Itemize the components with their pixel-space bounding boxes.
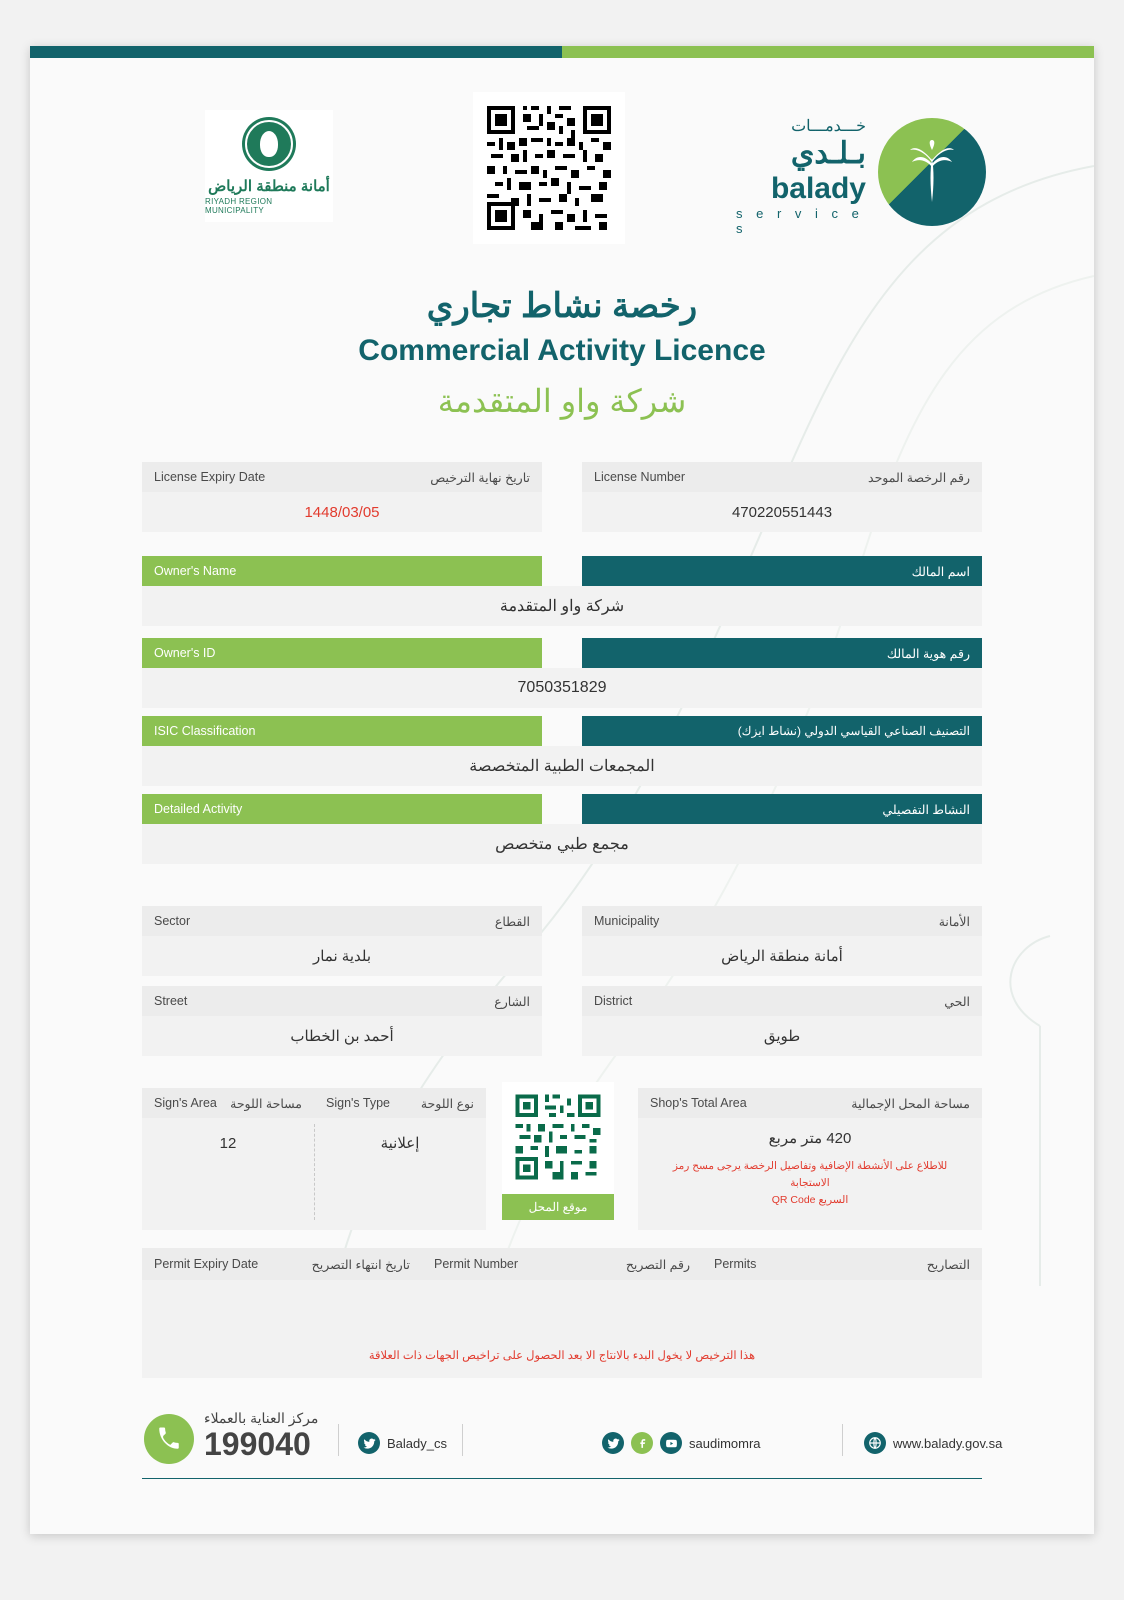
permit-expiry-label-ar: تاريخ انتهاء التصريح: [311, 1257, 410, 1272]
field-detailed-activity-ar: [582, 794, 982, 824]
sign-area-value: 12: [219, 1134, 237, 1152]
isic-label-en: ISIC Classification: [154, 724, 256, 738]
social-handle: saudimomra: [689, 1435, 761, 1451]
field-isic-ar: [582, 716, 982, 746]
sign-type-label-ar: نوع اللوحة: [420, 1096, 474, 1111]
top-bar-teal: [30, 46, 562, 58]
social-handles-item[interactable]: [602, 1432, 761, 1454]
customer-care-label: مركز العناية بالعملاء: [204, 1410, 319, 1426]
detailed-activity-label-en: Detailed Activity: [154, 802, 243, 816]
qr-code-icon: [483, 102, 615, 234]
shop-note-line2: السريع QR Code: [771, 1194, 849, 1206]
license-expiry-value: 1448/03/05: [142, 492, 542, 532]
qr-location-icon: [512, 1091, 604, 1183]
sector-label-ar: القطاع: [494, 914, 530, 929]
qr-code-shop-location[interactable]: [502, 1082, 614, 1220]
isic-label-ar: التصنيف الصناعي القياسي الدولي (نشاط ايزك): [737, 724, 970, 738]
municipality-name-ar: أمانة منطقة الرياض: [208, 178, 330, 195]
license-expiry-label-en: License Expiry Date: [154, 470, 266, 484]
twitter-cs-item[interactable]: [358, 1432, 447, 1454]
sign-type-header: [314, 1088, 486, 1118]
license-expiry-label-ar: تاريخ نهاية الترخيص: [430, 470, 530, 485]
district-label-en: District: [594, 994, 633, 1008]
owner-id-label-en: Owner's ID: [154, 646, 216, 660]
document-footer: [142, 1402, 1003, 1488]
municipality-label-en: Municipality: [594, 914, 660, 928]
permit-number-label-en: Permit Number: [434, 1257, 519, 1271]
website-url: www.balady.gov.sa: [893, 1435, 1003, 1451]
district-label-ar: الحي: [944, 994, 970, 1009]
customer-care-number: 199040: [204, 1426, 311, 1462]
license-number-label-en: License Number: [594, 470, 686, 484]
field-detailed-activity-en: [142, 794, 542, 824]
field-isic-en: [142, 716, 542, 746]
document-header: [30, 92, 1094, 262]
facebook-icon: [631, 1432, 653, 1454]
balady-name-en: balady: [770, 172, 866, 205]
field-sector: [142, 906, 542, 976]
page-title-en: Commercial Activity Licence: [358, 334, 766, 367]
footer-divider-3: [842, 1424, 843, 1456]
field-license-expiry: [142, 462, 542, 532]
riyadh-municipality-logo: [205, 110, 333, 222]
sector-label-en: Sector: [154, 914, 191, 928]
owner-id-value: 7050351829: [142, 668, 982, 708]
owner-name-label-ar: اسم المالك: [911, 564, 970, 579]
field-license-number: [582, 462, 982, 532]
twitter-cs-handle: Balady_cs: [387, 1435, 447, 1451]
street-label-en: Street: [154, 994, 188, 1008]
detailed-activity-value-row: [142, 824, 982, 864]
shop-area-label-ar: مساحة المحل الإجمالية: [851, 1096, 970, 1111]
balady-logo: [736, 110, 986, 236]
page-subtitle: شركة واو المتقدمة: [437, 383, 687, 419]
owner-name-value-row: [142, 586, 982, 626]
isic-value-row: [142, 746, 982, 786]
balady-name-ar: بـلـدي: [790, 137, 866, 170]
municipality-name-en: RIYADH REGION MUNICIPALITY: [205, 197, 273, 215]
balady-services-ar: خـــدمـــات: [791, 118, 866, 135]
field-district: [582, 986, 982, 1056]
permit-number-header: [422, 1248, 702, 1280]
sign-area-label-ar: مساحة اللوحة: [230, 1096, 302, 1111]
balady-services-en: s e r v i c e s: [736, 206, 864, 236]
field-street: [142, 986, 542, 1056]
sign-area-label-en: Sign's Area: [154, 1096, 217, 1110]
qr-code-top: [473, 92, 625, 244]
field-owner-id-ar: [582, 638, 982, 668]
municipality-value: أمانة منطقة الرياض: [582, 936, 982, 976]
license-number-value: 470220551443: [582, 492, 982, 532]
permits-label-en: Permits: [714, 1257, 757, 1271]
field-owner-id-en: [142, 638, 542, 668]
website-item[interactable]: [864, 1432, 1002, 1454]
permit-expiry-label-en: Permit Expiry Date: [154, 1257, 259, 1271]
palm-tree-icon: [910, 140, 954, 202]
sign-area-header: [142, 1088, 314, 1118]
page-title-ar: رخصة نشاط تجاري: [426, 287, 698, 325]
street-value: أحمد بن الخطاب: [142, 1016, 542, 1056]
field-owner-name-ar: [582, 556, 982, 586]
phone-icon: [144, 1414, 194, 1464]
globe-icon: [864, 1432, 886, 1454]
license-number-label-ar: رقم الرخصة الموحد: [868, 470, 970, 485]
detailed-activity-value: مجمع طبي متخصص: [142, 824, 982, 864]
permits-header: [702, 1248, 982, 1280]
owner-id-label-ar: رقم هوية المالك: [886, 646, 970, 661]
shop-note-line1: للاطلاع على الأنشطة الإضافية وتفاصيل الرخصة يرجى مسح رمز الاستجابة: [672, 1160, 948, 1189]
licence-document: [30, 46, 1094, 1534]
permit-expiry-header: [142, 1248, 422, 1280]
street-label-ar: الشارع: [494, 994, 530, 1009]
shop-area-value: 420 متر مربع: [768, 1130, 852, 1147]
field-municipality: [582, 906, 982, 976]
detailed-activity-label-ar: النشاط التفصيلي: [882, 802, 970, 817]
sign-info-block: [142, 1088, 486, 1230]
twitter-icon: [358, 1432, 380, 1454]
field-owner-name-en: [142, 556, 542, 586]
permits-label-ar: التصاريح: [926, 1257, 970, 1272]
footer-divider-1: [338, 1424, 339, 1456]
district-value: طويق: [582, 1016, 982, 1056]
shop-info-block: [638, 1088, 982, 1230]
shop-area-label-en: Shop's Total Area: [650, 1096, 747, 1110]
sector-value: بلدية نمار: [142, 936, 542, 976]
footer-bottom-line: [142, 1478, 982, 1479]
twitter-icon: [602, 1432, 624, 1454]
isic-value: المجمعات الطبية المتخصصة: [142, 746, 982, 786]
sign-type-label-en: Sign's Type: [326, 1096, 391, 1110]
owner-name-value: شركة واو المتقدمة: [142, 586, 982, 626]
permits-block: [142, 1248, 982, 1378]
permit-number-label-ar: رقم التصريح: [625, 1257, 690, 1272]
permits-warning-note: هذا الترخيص لا يخول البدء بالانتاج الا بعد الحصول على تراخيص الجهات ذات العلاقة: [368, 1350, 756, 1362]
qr-location-label: موقع المحل: [502, 1194, 614, 1220]
owner-name-label-en: Owner's Name: [154, 564, 237, 578]
footer-divider-2: [462, 1424, 463, 1456]
municipality-seal-icon: [242, 117, 296, 171]
sign-type-value: إعلانية: [380, 1135, 420, 1152]
municipality-label-ar: الأمانة: [938, 914, 970, 929]
sign-divider: [314, 1124, 315, 1220]
owner-id-value-row: [142, 668, 982, 708]
youtube-icon: [660, 1432, 682, 1454]
